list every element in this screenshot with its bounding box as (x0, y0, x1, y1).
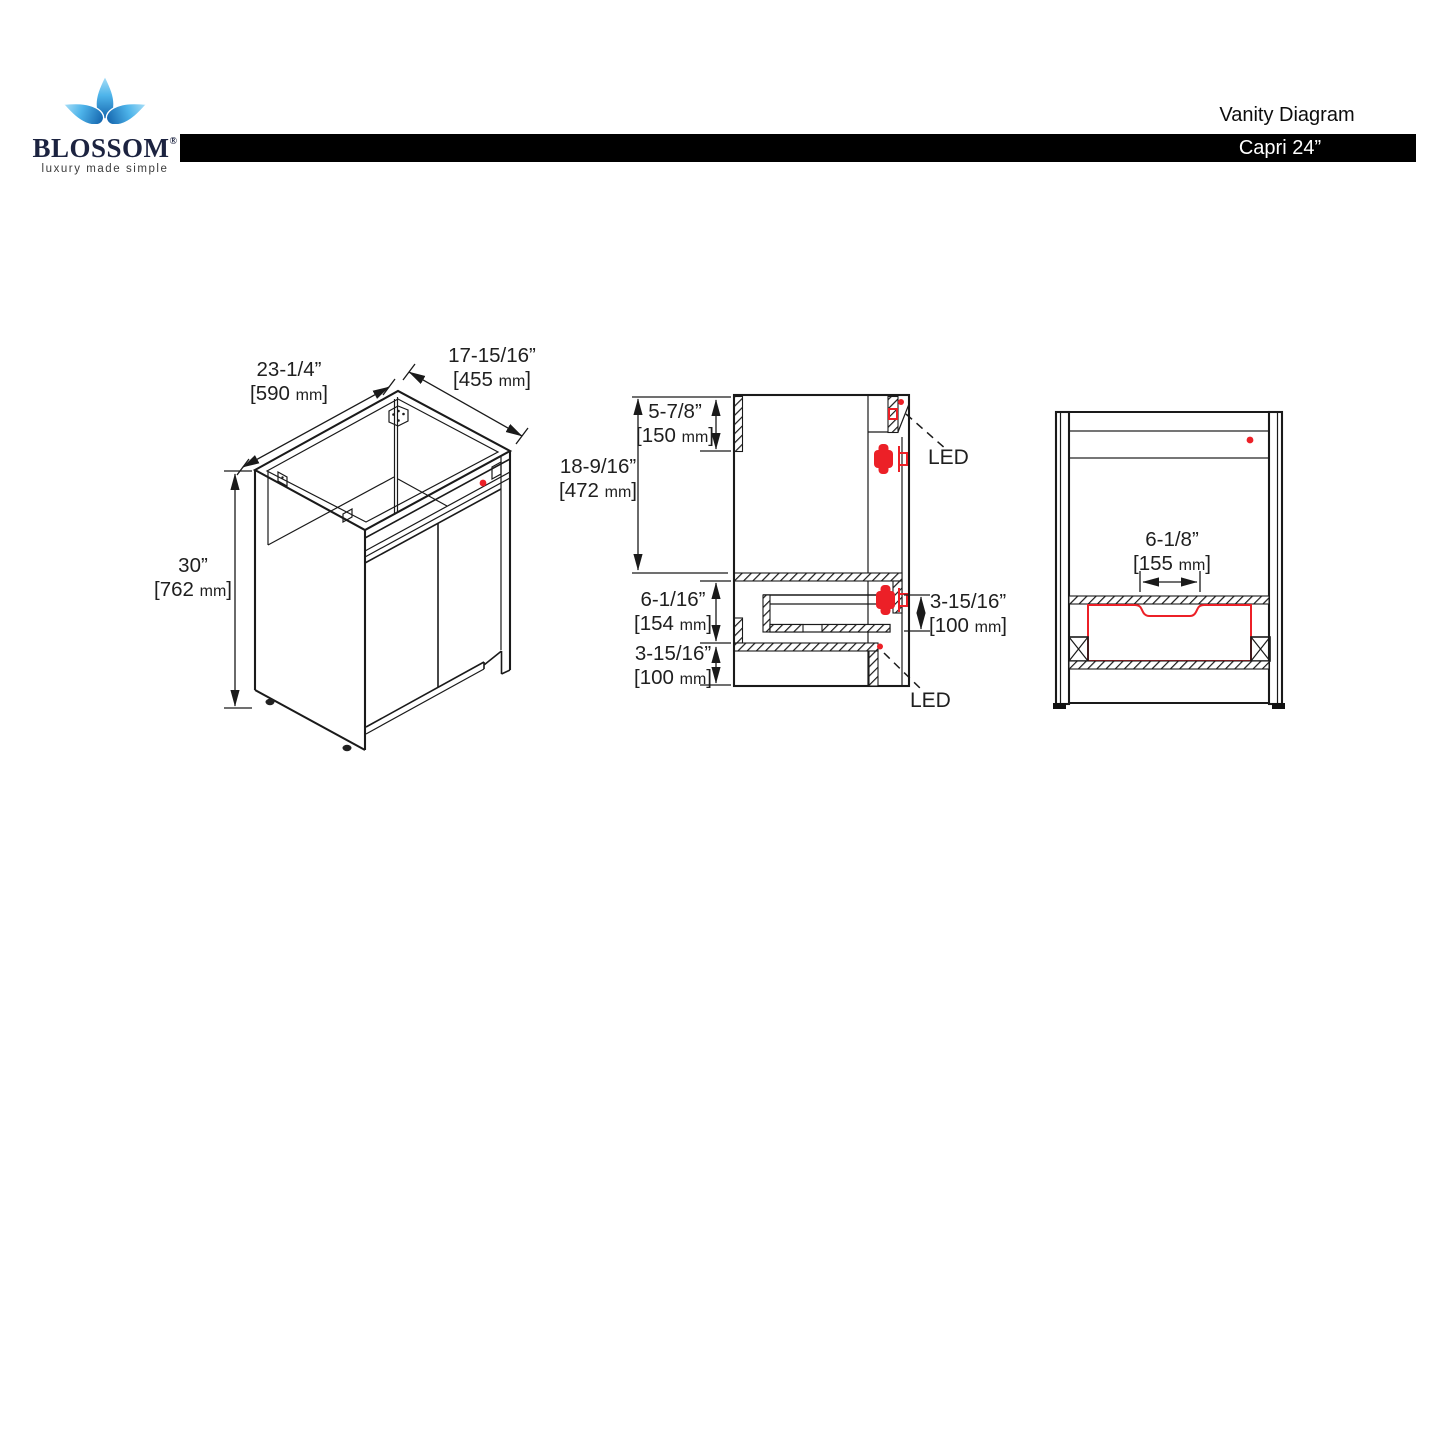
dim-side-open-cavity: 18-9/16” [472 mm] (559, 455, 637, 502)
dim-iso-depth: 17-15/16” [455 mm] (448, 344, 536, 391)
cross-brace-left (1069, 637, 1088, 661)
led-light-bottom (877, 644, 883, 650)
brand-tagline: luxury made simple (41, 163, 169, 175)
dim-side-toe-kick: 3-15/16” [100 mm] (634, 642, 712, 689)
cabinet-foot (1272, 703, 1285, 709)
cabinet-foot (1053, 703, 1066, 709)
model-name: Capri 24” (1238, 137, 1322, 159)
dim-front-handle-notch: 6-1/8” [155 mm] (1133, 528, 1211, 575)
led-top-label: LED (928, 446, 969, 469)
led-dot (1247, 437, 1254, 444)
page-title: Vanity Diagram (1219, 104, 1355, 126)
brand-name: BLOSSOM® (32, 133, 178, 163)
led-bottom-label: LED (910, 689, 951, 712)
cabinet-foot (266, 699, 275, 705)
cross-brace-right (1251, 637, 1270, 661)
registered-mark: ® (169, 136, 178, 147)
dim-iso-width: 23-1/4” [590 mm] (250, 358, 328, 405)
dim-side-drawer-depth: 3-15/16” [100 mm] (929, 590, 1007, 637)
dim-iso-height: 30” [762 mm] (154, 554, 232, 601)
dim-side-drawer-zone: 6-1/16” [154 mm] (634, 588, 712, 635)
drawer-front-outline (1088, 605, 1251, 661)
led-top-leader (906, 414, 947, 450)
cabinet-foot (343, 745, 352, 751)
dim-side-top-rail: 5-7/8” [150 mm] (636, 400, 714, 447)
backsplash-strip (1069, 431, 1269, 458)
isometric-cabinet-view (224, 364, 528, 751)
led-strip-dot (480, 480, 487, 487)
